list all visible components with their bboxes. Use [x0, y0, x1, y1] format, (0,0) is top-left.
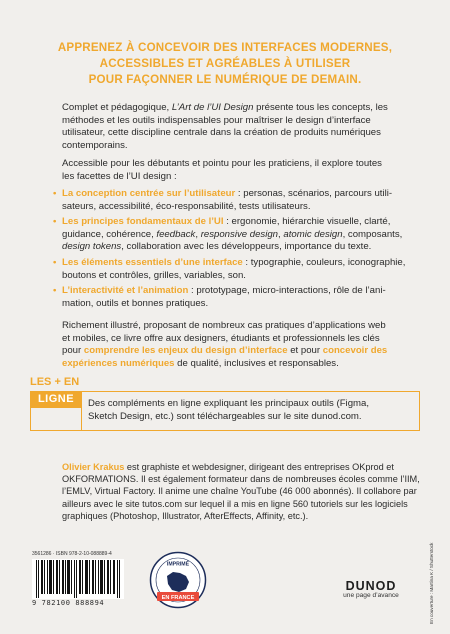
facet-text: : personas, scénarios, parcours utili- [235, 188, 393, 199]
facet-text: sateurs, accessibilité, éco-responsabilité, tests utilisateurs. [62, 200, 311, 212]
facet-text: boutons et contrôles, grilles, variables, son. [62, 269, 246, 281]
bullet-icon: • [53, 216, 57, 228]
author-text: l’EMLV, Virtual Factory. Il anime une chaîne YouTube (46 000 abonnés). Il collabore par [62, 486, 417, 497]
book-title: L’Art de l’UI Design [171, 102, 254, 113]
facet-text: : prototypage, micro-interactions, rôle de l’ani- [188, 285, 386, 297]
publisher-logo [326, 579, 416, 599]
closing-highlight: concevoir des [322, 345, 388, 357]
author-bio [62, 461, 420, 522]
list-item [53, 216, 410, 254]
imprime-en-france-badge [149, 551, 207, 609]
headline-line-2: ACCESSIBLES ET AGRÉABLES À UTILISER [99, 57, 351, 70]
facet-text: guidance, cohérence, [62, 228, 157, 240]
author-text: graphiques (Photoshop, Illustrator, AfterEffects, Affinity, etc.). [62, 510, 309, 521]
facets-intro-text: les facettes de l’UI design : [62, 170, 177, 182]
facet-title: Les éléments essentiels d’une interface [62, 256, 243, 268]
intro-text: utilisateur, cette discipline centrale dans la création de produits numériques [62, 127, 381, 139]
list-item [53, 256, 410, 282]
closing-text: et mobiles, ce livre offre aux designers, étudiants et professionnels les clés [62, 332, 380, 344]
publisher-name: DUNOD [345, 579, 397, 593]
closing-highlight: expériences numériques [62, 357, 175, 369]
facets-intro-text: Accessible pour les débutants et pointu pour les praticiens, il explore toutes [62, 158, 382, 169]
facet-term: responsive design [200, 228, 279, 240]
badge-top-text: IMPRIMÉ [166, 561, 190, 568]
facets-list [53, 188, 410, 313]
intro-text: Complet et pédagogique, [62, 102, 172, 113]
facet-text: : ergonomie, hiérarchie visuelle, clarté, [223, 216, 391, 228]
facet-text: : typographie, couleurs, iconographie, [242, 256, 406, 268]
closing-paragraph [62, 320, 410, 370]
facet-text: , composants, [342, 228, 403, 240]
list-item [53, 285, 410, 310]
intro-paragraph [62, 102, 410, 152]
list-item [53, 188, 410, 213]
intro-text: méthodes et les outils indispensables pour maîtriser le design d’interface [62, 114, 371, 126]
complements-line: Des compléments en ligne expliquant les principaux outils (Figma, [88, 398, 370, 409]
facet-title: La conception centrée sur l’utilisateur [62, 188, 236, 199]
facet-title: Les principes fondamentaux de l’UI [62, 216, 224, 228]
barcode [32, 551, 124, 611]
barcode-number: 9 782100 888894 [32, 599, 105, 607]
headline-line-1: APPRENEZ À CONCEVOIR DES INTERFACES MODERNES, [57, 41, 393, 54]
author-text: ailleurs avec le site tutos.com sur lequel il a mis en ligne 560 tutoriels sur les logiciels [62, 498, 408, 509]
en-ligne-tab: LIGNE [30, 391, 82, 408]
complements-line: Sketch Design, etc.) sont téléchargeables sur le site dunod.com. [88, 410, 362, 422]
facets-intro-paragraph [62, 158, 410, 183]
intro-text: présente tous les concepts, les [253, 102, 388, 113]
facet-title: L’interactivité et l’animation [62, 285, 189, 297]
online-complements-text [88, 398, 412, 423]
publisher-tagline: une page d’avance [343, 592, 399, 599]
closing-text: pour [62, 345, 84, 357]
back-cover-headline [40, 40, 410, 88]
intro-text: contemporains. [62, 139, 128, 151]
isbn-label: 3561286 · ISBN 978-2-10-088889-4 [32, 551, 112, 557]
facet-term: design tokens [62, 241, 122, 253]
bullet-icon: • [53, 188, 57, 199]
closing-text: et pour [287, 345, 323, 357]
barcode-icon [32, 559, 124, 599]
les-plus-label: LES + EN [30, 376, 80, 388]
closing-highlight: comprendre les enjeux du design d’interface [83, 345, 288, 357]
author-name: Olivier Krakus [62, 462, 125, 472]
facet-term: atomic design [283, 228, 343, 240]
bullet-icon: • [53, 285, 57, 297]
author-text: est graphiste et webdesigner, dirigeant des entreprises OKprod et [124, 462, 394, 472]
badge-bottom-text: EN FRANCE [161, 595, 195, 601]
author-text: OKFORMATIONS. Il est également formateur dans de nombreuses écoles comme l’IIM, [62, 474, 420, 485]
facet-text: , [195, 228, 201, 240]
headline-line-3: POUR FAÇONNER LE NUMÉRIQUE DE DEMAIN. [88, 73, 362, 86]
closing-text: Richement illustré, proposant de nombreux cas pratiques d’applications web [62, 320, 386, 331]
facet-term: feedback [156, 228, 196, 240]
facet-text: , collaboration avec les développeurs, importance du texte. [121, 241, 372, 253]
cover-credit: En couverture : Martina K / Shutterstock [429, 542, 434, 624]
bullet-icon: • [53, 256, 57, 268]
facet-text: , [278, 228, 284, 240]
closing-text: de qualité, inclusives et responsables. [174, 357, 339, 369]
facet-text: mation, outils et bonnes pratiques. [62, 297, 209, 309]
